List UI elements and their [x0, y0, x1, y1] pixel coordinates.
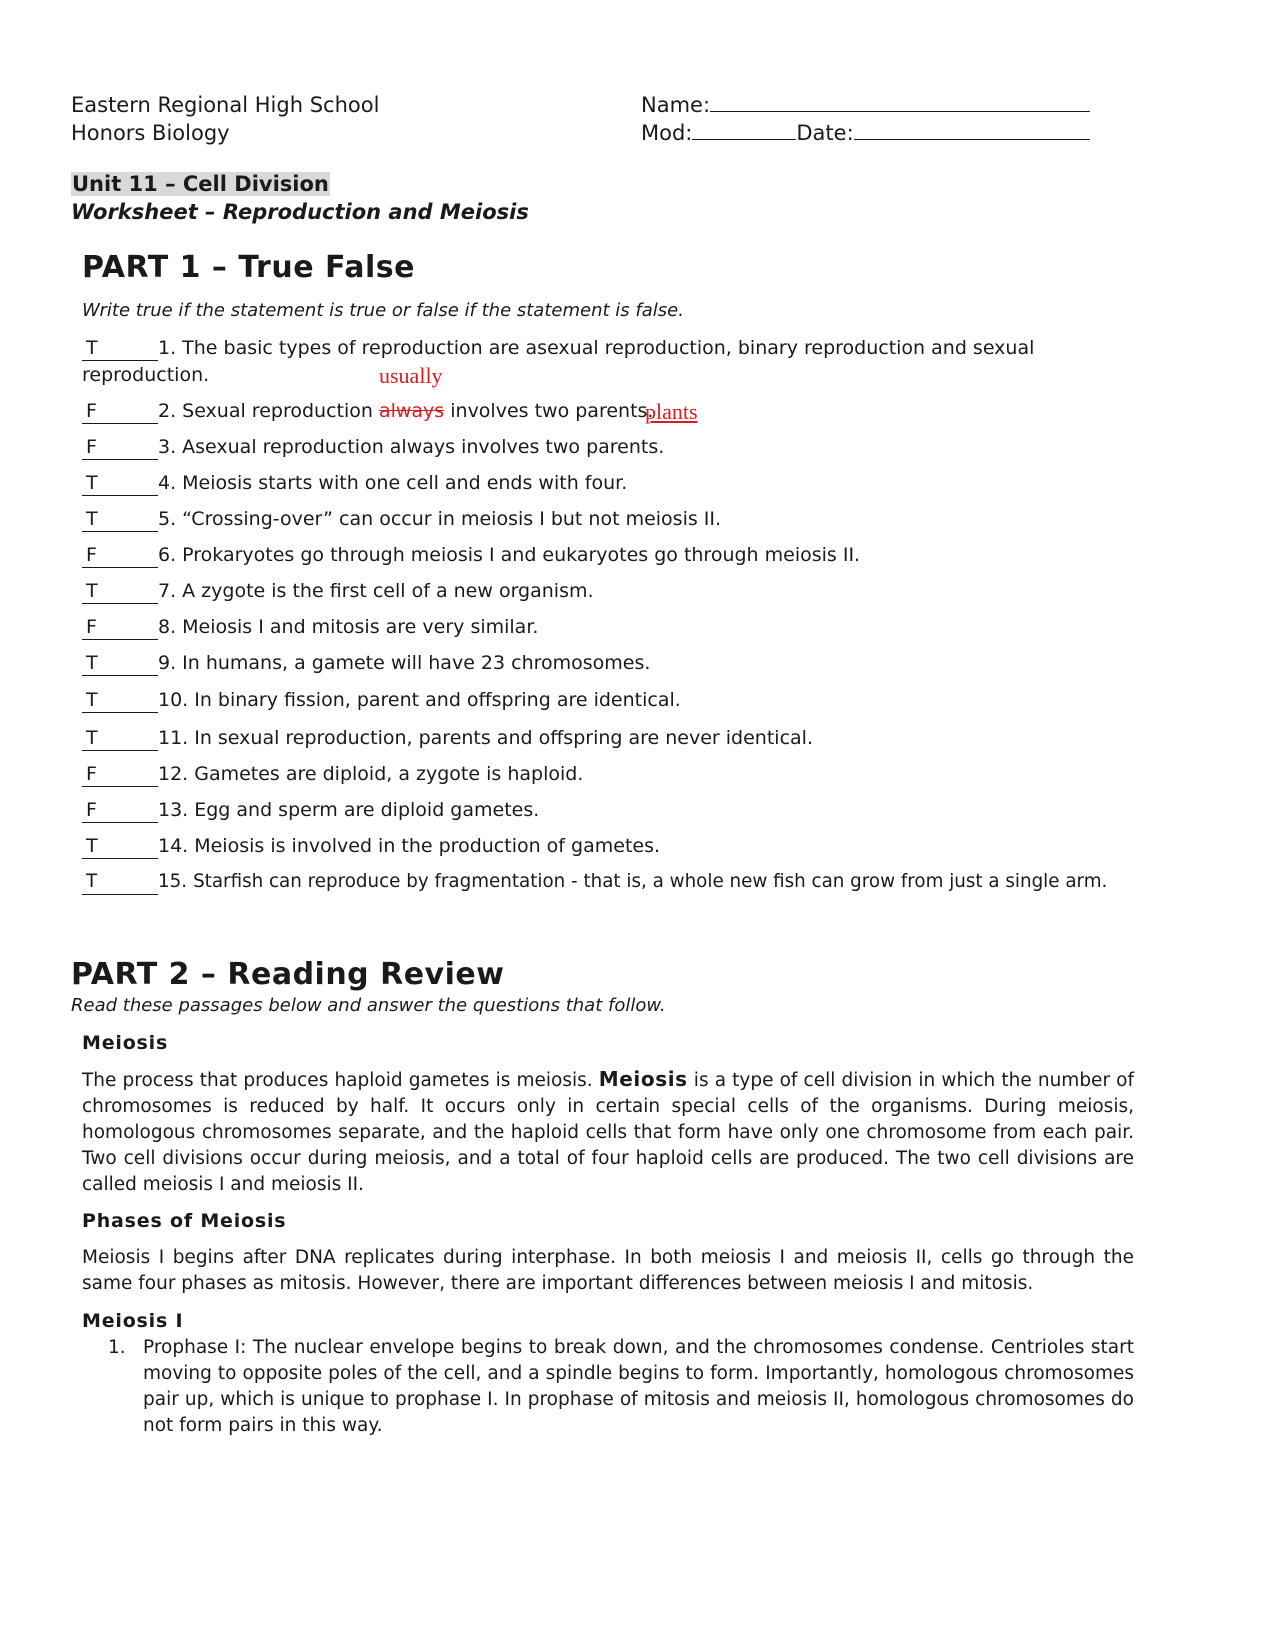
- tf-item-13: [82, 798, 539, 823]
- answer-blank[interactable]: T: [82, 336, 158, 361]
- item-number: 14.: [158, 835, 189, 857]
- meiosis-term: Meiosis: [598, 1067, 688, 1091]
- tf-item-5: [82, 507, 721, 532]
- meiosis-para-text-b: is a type of cell division in which the number of chromosomes is reduced by half. It occurs only in certain special cells of the organisms. During meiosis, homologous chromosomes separate, and the haploid cells that form have only one chromosome from each pair. Two cell divisions occur during meiosis, and a total of four haploid cells are produced. The two cell divisions are called meiosis I and meiosis II.: [82, 1070, 1134, 1195]
- item-text: A zygote is the first cell of a new organism.: [182, 580, 594, 602]
- unit-title-wrap: [71, 172, 330, 196]
- answer-blank[interactable]: T: [82, 870, 158, 895]
- item-text: Prokaryotes go through meiosis I and eukaryotes go through meiosis II.: [182, 544, 861, 566]
- item-text: Meiosis starts with one cell and ends with four.: [182, 472, 628, 494]
- tf-item-1-cont: [82, 363, 209, 387]
- meiosis-heading: Meiosis: [82, 1032, 169, 1054]
- item-text: Gametes are diploid, a zygote is haploid.: [194, 763, 584, 785]
- item-number: 5.: [158, 508, 177, 530]
- date-label: Date:: [796, 121, 854, 145]
- school-name: Eastern Regional High School: [71, 93, 380, 117]
- item-text: In humans, a gamete will have 23 chromosomes.: [182, 652, 651, 674]
- list-text: Prophase I: The nuclear envelope begins to break down, and the chromosomes condense. Centrioles start moving to opposite poles of the cell, and a spindle begins to form. Importantly, homologous chromosomes pair up, which is unique to prophase I. In prophase of mitosis and meiosis II, homologous chromosomes do not form pairs in this way.: [143, 1337, 1134, 1436]
- phases-paragraph: Meiosis I begins after DNA replicates during interphase. In both meiosis I and meiosis II, cells go through the same four phases as mitosis. However, there are important differences between meiosis I and mitosis.: [82, 1247, 1134, 1294]
- tf-item-4: [82, 471, 627, 496]
- item-number: 3.: [158, 436, 177, 458]
- meiosis-para-text-a: The process that produces haploid gametes is meiosis.: [82, 1070, 599, 1091]
- item-number: 1.: [158, 337, 177, 359]
- answer-blank[interactable]: F: [82, 543, 158, 568]
- tf-item-1: [82, 336, 1034, 361]
- tf-item-8: [82, 615, 538, 640]
- answer-blank[interactable]: F: [82, 762, 158, 787]
- item-number: 11.: [158, 727, 189, 749]
- answer-blank[interactable]: F: [82, 798, 158, 823]
- answer-blank[interactable]: T: [82, 507, 158, 532]
- answer-blank[interactable]: T: [82, 834, 158, 859]
- item-number: 2.: [158, 400, 177, 422]
- worksheet-title: Worksheet – Reproduction and Meiosis: [71, 200, 529, 224]
- answer-blank[interactable]: T: [82, 471, 158, 496]
- answer-blank[interactable]: F: [82, 615, 158, 640]
- mod-date-field[interactable]: [641, 119, 1090, 147]
- part2-instructions: Read these passages below and answer the questions that follow.: [71, 995, 666, 1016]
- handwritten-note-plants: plants: [645, 399, 698, 424]
- name-label: Name:: [641, 93, 711, 117]
- unit-title: Unit 11 – Cell Division: [72, 172, 329, 196]
- tf-item-6: [82, 543, 860, 568]
- item-number: 9.: [158, 652, 177, 674]
- tf-item-3: [82, 435, 664, 460]
- item-text: The basic types of reproduction are asexual reproduction, binary reproduction and sexual: [182, 337, 1035, 359]
- item-number: 8.: [158, 616, 177, 638]
- part1-instructions: Write true if the statement is true or false if the statement is false.: [82, 300, 684, 321]
- tf-item-15: [82, 870, 1107, 895]
- mod-label: Mod:: [641, 121, 693, 145]
- item-number: 12.: [158, 763, 189, 785]
- item-text-after: involves two parents.: [444, 400, 654, 422]
- meiosis1-heading: Meiosis I: [82, 1310, 184, 1332]
- meiosis-paragraph: [82, 1066, 1134, 1198]
- answer-blank[interactable]: F: [82, 399, 158, 424]
- item-text: Meiosis is involved in the production of gametes.: [194, 835, 661, 857]
- item-number: 7.: [158, 580, 177, 602]
- name-field[interactable]: [641, 91, 1090, 119]
- answer-blank[interactable]: F: [82, 435, 158, 460]
- item-number: 10.: [158, 689, 189, 711]
- item-text: In binary fission, parent and offspring are identical.: [194, 689, 681, 711]
- answer-blank[interactable]: T: [82, 579, 158, 604]
- item-text: Asexual reproduction always involves two parents.: [182, 436, 665, 458]
- item-number: 15.: [158, 871, 188, 892]
- item-text-continued: reproduction.: [82, 364, 210, 386]
- item-text: Egg and sperm are diploid gametes.: [194, 799, 540, 821]
- item-text-before: Sexual reproduction: [182, 400, 379, 422]
- date-blank[interactable]: [854, 119, 1090, 140]
- part2-title: PART 2 – Reading Review: [71, 957, 505, 992]
- answer-blank[interactable]: T: [82, 726, 158, 751]
- tf-item-14: [82, 834, 660, 859]
- course-name: Honors Biology: [71, 121, 230, 145]
- item-number: 13.: [158, 799, 189, 821]
- tf-item-11: [82, 726, 813, 751]
- handwritten-note-usually: usually: [379, 363, 443, 388]
- name-blank[interactable]: [710, 91, 1090, 112]
- item-text: Starfish can reproduce by fragmentation - that is, a whole new fish can grow from just a single arm.: [193, 871, 1108, 892]
- part1-title: PART 1 – True False: [82, 250, 415, 285]
- meiosis1-list-item: [108, 1335, 1134, 1439]
- tf-item-2: [82, 399, 653, 424]
- answer-blank[interactable]: T: [82, 651, 158, 676]
- phases-heading: Phases of Meiosis: [82, 1210, 287, 1232]
- list-number: 1.: [108, 1337, 126, 1358]
- item-number: 4.: [158, 472, 177, 494]
- item-text: Meiosis I and mitosis are very similar.: [182, 616, 539, 638]
- answer-blank[interactable]: T: [82, 688, 158, 713]
- item-number: 6.: [158, 544, 177, 566]
- item-text: In sexual reproduction, parents and offspring are never identical.: [194, 727, 813, 749]
- struck-word: always: [378, 400, 445, 422]
- tf-item-12: [82, 762, 583, 787]
- tf-item-10: [82, 688, 681, 713]
- tf-item-7: [82, 579, 594, 604]
- tf-item-9: [82, 651, 650, 676]
- mod-blank[interactable]: [692, 119, 796, 140]
- item-text: “Crossing-over” can occur in meiosis I but not meiosis II.: [182, 508, 722, 530]
